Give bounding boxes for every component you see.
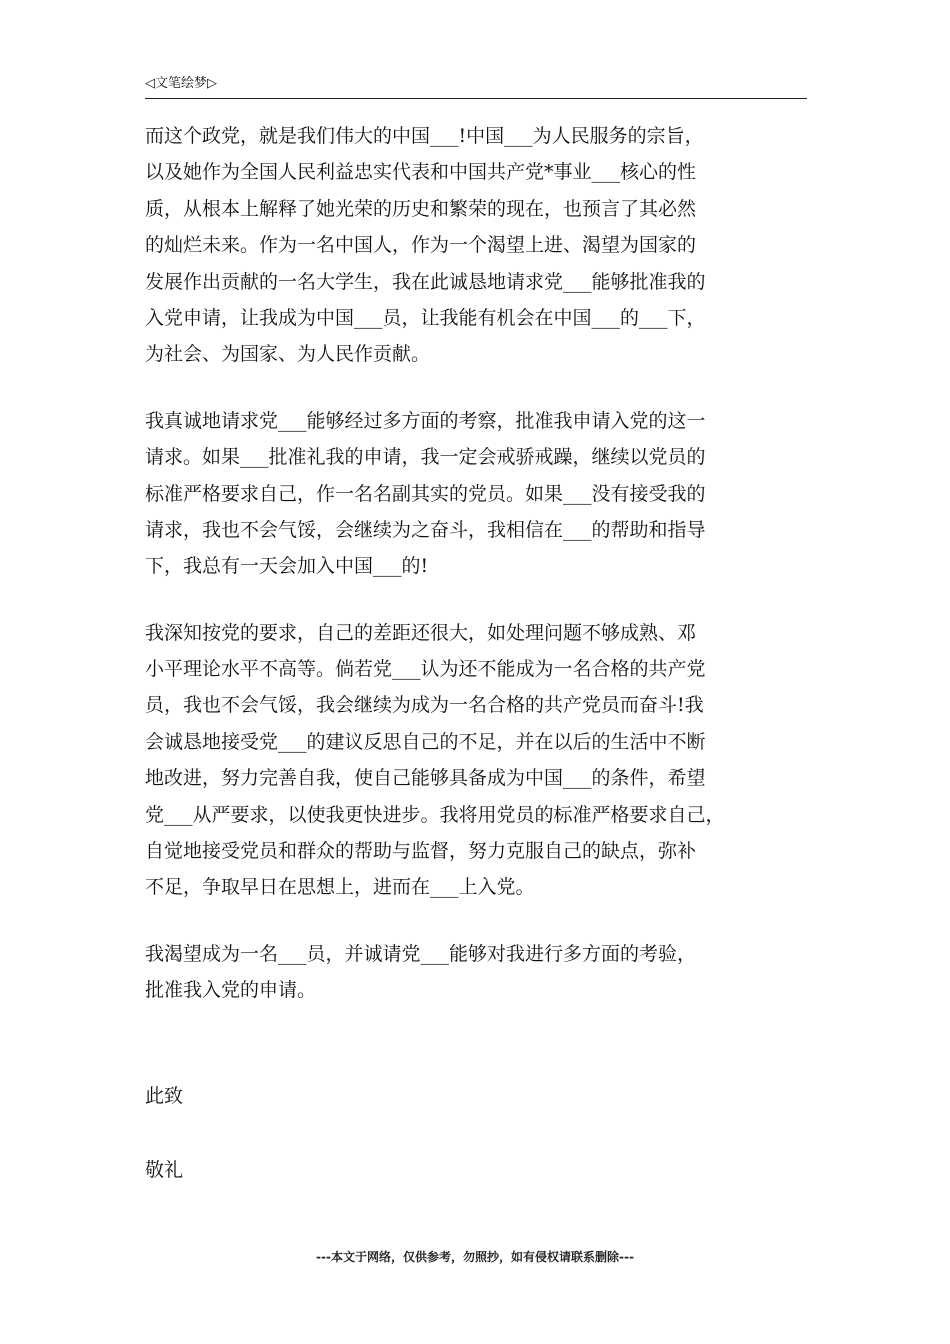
paragraph xyxy=(145,615,807,906)
header-title: ◁文笔绘梦▷ xyxy=(145,76,217,91)
closing-regards: 敬礼 xyxy=(145,1159,184,1181)
text-line: 不足，争取早日在思想上，进而在___上入党。 xyxy=(145,876,535,899)
text-line: 员，我也不会气馁，我会继续为成为一名合格的共产党员而奋斗!我 xyxy=(145,694,704,717)
page-header xyxy=(145,76,807,99)
text-line: 小平理论水平不高等。倘若党___认为还不能成为一名合格的共产党 xyxy=(145,658,706,681)
text-line: 请求，我也不会气馁，会继续为之奋斗，我相信在___的帮助和指导 xyxy=(145,518,706,541)
text-line: 请求。如果___批准礼我的申请，我一定会戒骄戒躁，继续以党员的 xyxy=(145,446,706,469)
text-line: 下，我总有一天会加入中国___的! xyxy=(145,555,429,578)
text-line: 发展作出贡献的一名大学生，我在此诚恳地请求党___能够批准我的 xyxy=(145,270,706,293)
closing-salutation: 此致 xyxy=(145,1085,184,1107)
text-line: 地改进，努力完善自我，使自己能够具备成为中国___的条件，希望 xyxy=(145,767,706,790)
text-line: 批准我入党的申请。 xyxy=(145,979,317,1002)
paragraph xyxy=(145,936,807,1009)
text-line: 标准严格要求自己，作一名名副其实的党员。如果___没有接受我的 xyxy=(145,482,706,505)
text-line: 我渴望成为一名___员，并诚请党___能够对我进行多方面的考验， xyxy=(145,942,697,965)
text-line: 会诚恳地接受党___的建议反思自己的不足，并在以后的生活中不断 xyxy=(145,730,706,753)
text-line: 我真诚地请求党___能够经过多方面的考察，批准我申请入党的这一 xyxy=(145,409,706,432)
text-line: 而这个政党，就是我们伟大的中国___!中国___为人民服务的宗旨， xyxy=(145,125,704,147)
text-line: 入党申请，让我成为中国___员，让我能有机会在中国___的___下， xyxy=(145,306,706,329)
text-line: 党___从严要求，以使我更快进步。我将用党员的标准严格要求自己， xyxy=(145,803,725,826)
paragraph xyxy=(145,118,807,373)
text-line: 质，从根本上解释了她光荣的历史和繁荣的现在，也预言了其必然 xyxy=(145,197,697,220)
document-body xyxy=(145,118,807,1009)
text-line: 的灿烂未来。作为一名中国人，作为一个渴望上进、渴望为国家的 xyxy=(145,234,697,257)
page-footer: ---本文于网络，仅供参考，勿照抄，如有侵权请联系删除--- xyxy=(316,1250,634,1264)
text-line: 以及她作为全国人民利益忠实代表和中国共产党*事业___核心的性 xyxy=(145,161,697,184)
text-line: 我深知按党的要求，自己的差距还很大，如处理问题不够成熟、邓 xyxy=(145,621,697,644)
text-line: 自觉地接受党员和群众的帮助与监督，努力克服自己的缺点，弥补 xyxy=(145,840,697,863)
text-line: 为社会、为国家、为人民作贡献。 xyxy=(145,343,431,366)
paragraph xyxy=(145,403,807,585)
